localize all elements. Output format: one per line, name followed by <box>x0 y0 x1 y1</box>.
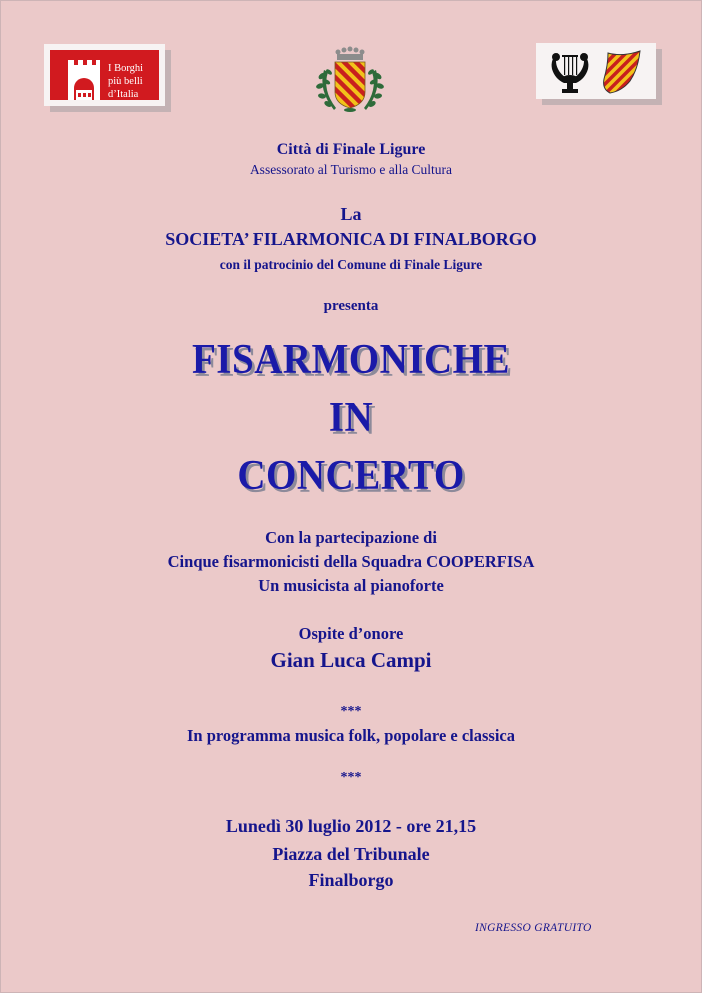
guest-name: Gian Luca Campi <box>270 648 432 672</box>
organizer-article: La <box>340 204 362 224</box>
presents-text: presenta <box>323 298 379 314</box>
separator-1: *** <box>340 704 362 719</box>
event-title-line-1: FISARMONICHE <box>191 337 511 383</box>
borghi-logo-text <box>108 62 143 101</box>
patronage-text: con il patrocinio del Comune di Finale Ligure <box>219 257 483 272</box>
guest-label: Ospite d’onore <box>298 624 404 643</box>
lyre-icon <box>546 49 594 95</box>
event-title-line-2: IN <box>328 395 374 441</box>
separator-2: *** <box>340 770 362 785</box>
event-place: Finalborgo <box>308 870 394 890</box>
filarmonica-logo <box>536 43 656 99</box>
event-title-line-3: CONCERTO <box>237 453 465 499</box>
borghi-line-2: più belli <box>108 76 143 87</box>
event-date-time: Lunedì 30 luglio 2012 - ore 21,15 <box>225 816 477 836</box>
castle-tower-icon <box>68 60 100 100</box>
borghi-logo-panel <box>50 50 159 100</box>
free-admission-note: INGRESSO GRATUITO <box>475 922 592 934</box>
participants-group: Cinque fisarmonicisti della Squadra COOPERFISA <box>167 552 535 571</box>
shield-icon <box>600 49 644 95</box>
city-crest-icon <box>310 40 390 120</box>
city-heading: Città di Finale Ligure <box>276 141 426 158</box>
borghi-line-1: I Borghi <box>108 63 144 74</box>
borghi-line-3: d’Italia <box>108 89 139 100</box>
organizer-name: SOCIETA’ FILARMONICA DI FINALBORGO <box>165 229 537 249</box>
department-subheading: Assessorato al Turismo e alla Cultura <box>249 162 453 177</box>
borghi-logo <box>44 44 165 106</box>
participants-pianist: Un musicista al pianoforte <box>258 576 444 595</box>
program-description: In programma musica folk, popolare e classica <box>186 726 515 745</box>
event-venue: Piazza del Tribunale <box>272 844 430 864</box>
participants-intro: Con la partecipazione di <box>265 528 437 547</box>
